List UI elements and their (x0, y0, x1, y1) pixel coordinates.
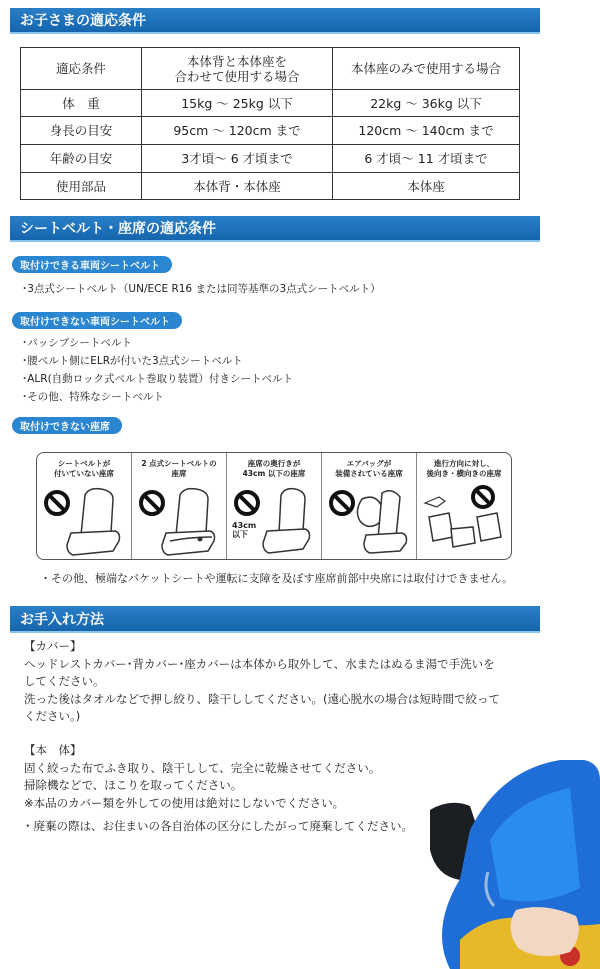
seat-panel (227, 453, 322, 559)
pill-incompatible-belt: 取付けできない車両シートベルト (12, 312, 182, 329)
care-body-heading: 【本 体】 (24, 743, 82, 757)
seat-panel (132, 453, 227, 559)
table-row (21, 117, 520, 145)
section-title-seatbelt-conditions: シートベルト・座席の適応条件 (10, 216, 540, 242)
table-header-row (21, 48, 520, 90)
table-header-cell: 適応条件 (21, 48, 142, 90)
table-cell: 22kg ～ 36kg 以下 (333, 90, 520, 117)
table-cell: 15kg ～ 25kg 以下 (142, 90, 333, 117)
seat-no-belt-icon (41, 483, 127, 557)
seat-panel (417, 453, 511, 559)
table-cell: 120cm ～ 140cm まで (333, 117, 520, 145)
table-cell: 使用部品 (21, 173, 142, 200)
seat-panel-caption: 進行方向に対し、 後向き・横向きの座席 (426, 459, 502, 478)
care-cover-block (24, 638, 524, 726)
table-cell: 6 才頃～ 11 才頃まで (333, 145, 520, 173)
care-line: 洗った後はタオルなどで押し絞り、陰干ししてください。(遠心脱水の場合は短時間で絞って (24, 691, 500, 706)
conditions-table (20, 47, 520, 200)
table-row (21, 145, 520, 173)
table-header-cell: 本体背と本体座を 合わせて使用する場合 (142, 48, 333, 90)
list-item: ･その他、特殊なシートベルト (22, 391, 164, 403)
pill-compatible-belt: 取付けできる車両シートベルト (12, 256, 172, 273)
table-cell: 本体背・本体座 (142, 173, 333, 200)
seat-depth-label: 43cm 以下 (232, 521, 257, 539)
seat-two-point-belt-icon (136, 483, 222, 557)
care-line: してください。 (24, 674, 105, 688)
compatible-list (22, 280, 381, 298)
seat-panel-caption: シートベルトが 付いていない座席 (54, 459, 114, 478)
care-line: 固く絞った布でふき取り、陰干しして、完全に乾燥させてください。 (24, 760, 381, 775)
table-cell: 年齢の目安 (21, 145, 142, 173)
seat-airbag-icon (326, 483, 412, 557)
care-line: 掃除機などで、ほこりを取ってください。 (24, 778, 243, 792)
section-title-care: お手入れ方法 (10, 606, 540, 633)
seat-rear-side-facing-icon (421, 483, 507, 557)
care-line: ヘッドレストカバー･背カバー･座カバーは本体から取外して、水またはぬるま湯で手洗いを (24, 656, 495, 671)
table-header-cell: 本体座のみで使用する場合 (333, 48, 520, 90)
table-cell: 3才頃～ 6 才頃まで (142, 145, 333, 173)
table-cell: 95cm ～ 120cm まで (142, 117, 333, 145)
seat-panel-caption: 座席の奥行きが 43cm 以下の座席 (242, 459, 306, 478)
incompatible-seat-diagram (36, 452, 512, 560)
table-cell: 本体座 (333, 173, 520, 200)
table-row (21, 90, 520, 117)
list-item: ･パッシブシートベルト (22, 337, 132, 349)
care-line: ※本品のカバー類を外しての使用は絶対にしないでください。 (24, 795, 345, 810)
care-disposal: ・廃棄の際は、お住まいの各自治体の区分にしたがって廃棄してください。 (22, 819, 413, 833)
table-cell: 身長の目安 (21, 117, 142, 145)
seat-panel-caption: エアバッグが 装備されている座席 (335, 459, 403, 478)
list-item: ･3点式シートベルト（UN/ECE R16 または同等基準の3点式シートベルト） (22, 283, 381, 295)
care-cover-heading: 【カバー】 (24, 639, 82, 653)
seat-shallow-depth-icon (231, 483, 317, 557)
care-line: ください。) (24, 709, 81, 723)
car-seat-photo (420, 760, 600, 969)
seat-panel-caption: 2 点式シートベルトの 座席 (141, 459, 217, 478)
table-row (21, 173, 520, 200)
list-item: ･腰ベルト側にELRが付いた3点式シートベルト (22, 355, 243, 367)
pill-incompatible-seat: 取付けできない座席 (12, 417, 122, 434)
incompatible-list (22, 334, 293, 406)
section-title-child-conditions: お子さまの適応条件 (10, 8, 540, 34)
table-cell: 体 重 (21, 90, 142, 117)
seat-panel (37, 453, 132, 559)
list-item: ･ALR(自動ロック式ベルト巻取り装置）付きシートベルト (22, 373, 293, 385)
seat-note: ・その他、極端なバケットシートや運転に支障を及ぼす座席前部中央席には取付けできません。 (40, 572, 514, 585)
seat-panel (322, 453, 417, 559)
